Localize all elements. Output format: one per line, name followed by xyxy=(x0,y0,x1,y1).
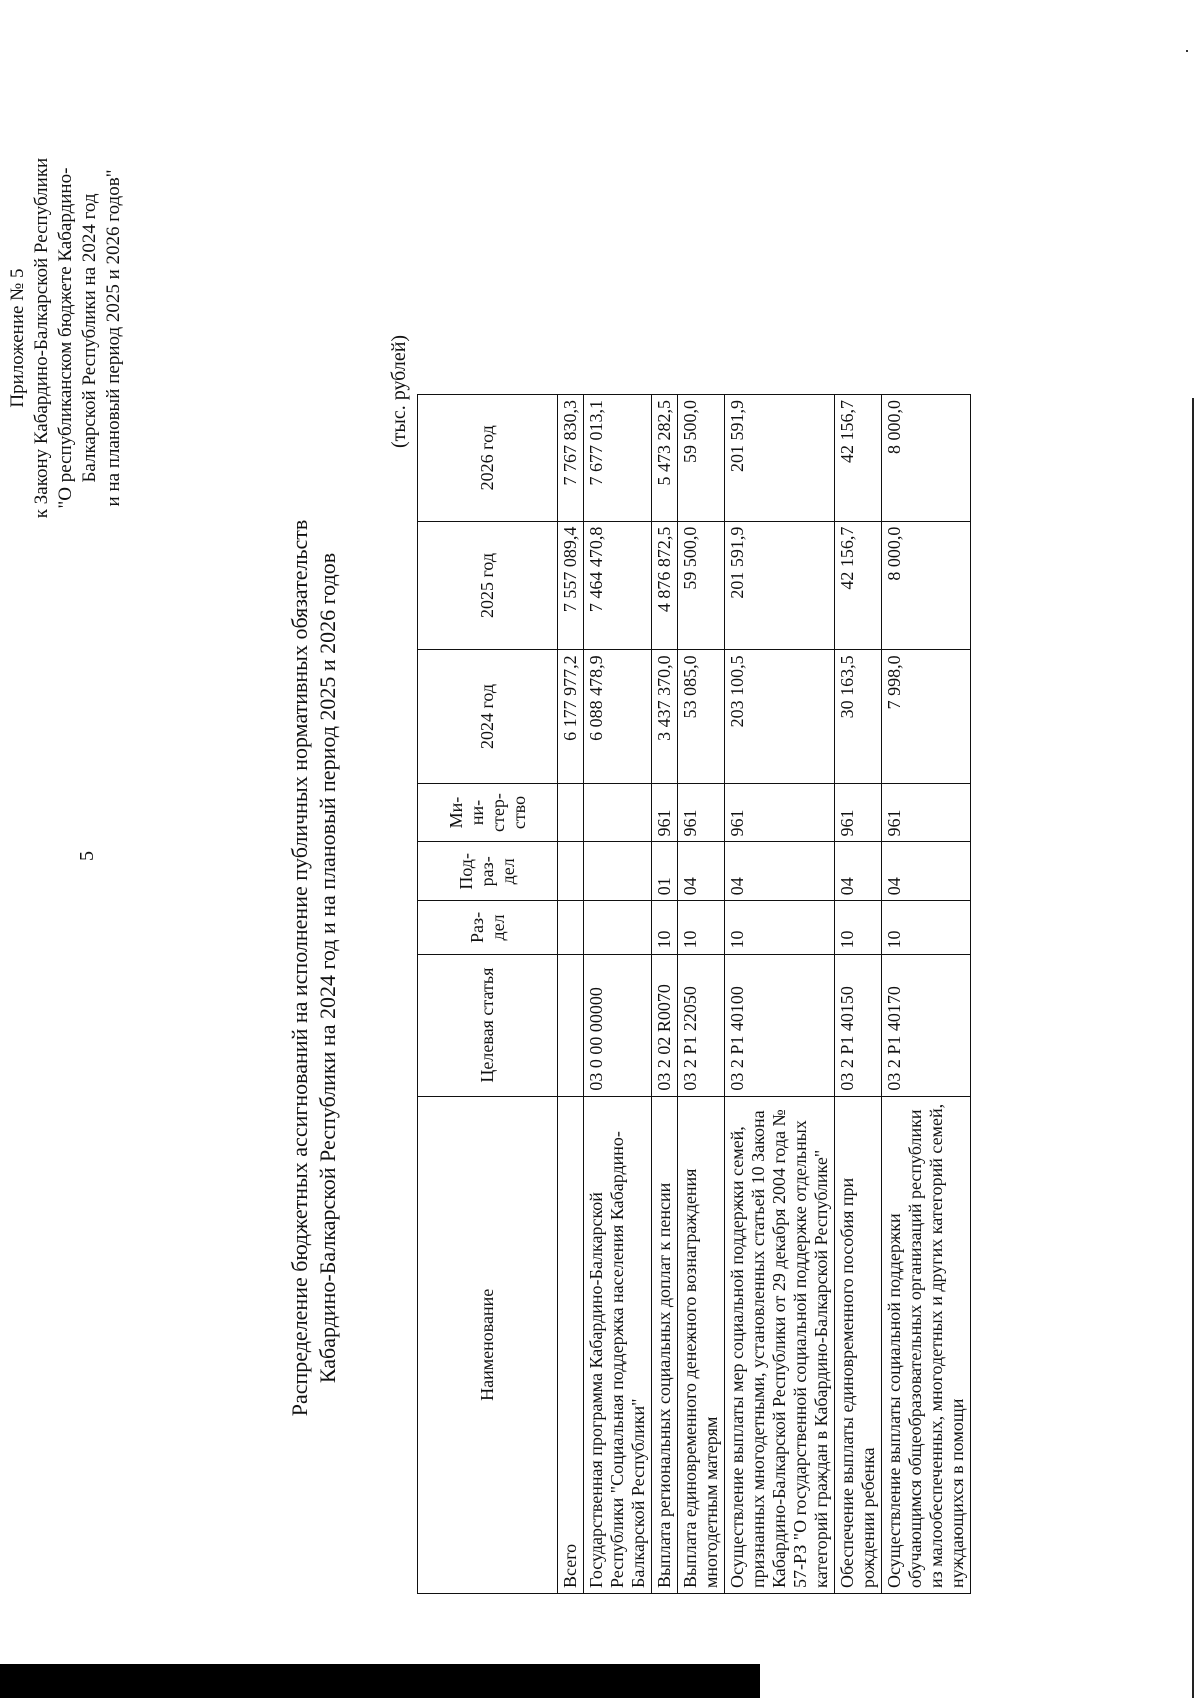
cell-2026: 59 500,0 xyxy=(678,395,725,522)
cell-target: 03 0 00 00000 xyxy=(584,954,652,1096)
cell-name: Всего xyxy=(558,1096,584,1593)
cell-2025: 4 876 872,5 xyxy=(652,521,678,650)
appendix-line: к Закону Кабардино-Балкарской Республики xyxy=(31,157,52,519)
cell-section: 10 xyxy=(652,901,678,954)
page-number: 5 xyxy=(76,851,98,861)
cell-2026: 8 000,0 xyxy=(882,395,971,522)
cell-2024: 6 088 478,9 xyxy=(584,650,652,783)
cell-name: Выплата единовременного денежного вознаграждения многодетным матерям xyxy=(678,1096,725,1593)
cell-name: Осуществление выплаты социальной поддержки обучающимся общеобразовательных организаций республики из малообеспеченных, многодетных и других категорий семей, нуждающихся в помощи xyxy=(882,1096,971,1593)
table-row xyxy=(835,395,882,1594)
cell-section: 10 xyxy=(678,901,725,954)
appendix-block xyxy=(6,58,126,618)
cell-2026: 7 767 830,3 xyxy=(558,395,584,522)
title-line-2: Кабардино-Балкарской Республики на 2024 год и на плановый период 2025 и 2026 годов xyxy=(315,552,340,1384)
header-name: Наименование xyxy=(418,1096,558,1593)
cell-name: Государственная программа Кабардино-Балкарской Республики "Социальная поддержка населения Кабардино-Балкарской Республики" xyxy=(584,1096,652,1593)
units-label: (тыс. рублей) xyxy=(388,334,410,448)
cell-2025: 7 464 470,8 xyxy=(584,521,652,650)
header-ministry: Ми- ни- стер- ство xyxy=(418,783,558,842)
cell-name: Выплата региональных социальных доплат к пенсии xyxy=(652,1096,678,1593)
table-row xyxy=(584,395,652,1594)
appendix-line: Приложение № 5 xyxy=(7,268,28,408)
cell-section: 10 xyxy=(725,901,835,954)
cell-ministry: 961 xyxy=(725,783,835,842)
cell-2024: 7 998,0 xyxy=(882,650,971,783)
header-2026: 2026 год xyxy=(418,395,558,522)
cell-subsection: 04 xyxy=(835,842,882,901)
cell-target: 03 2 02 R0070 xyxy=(652,954,678,1096)
cell-target: 03 2 P1 22050 xyxy=(678,954,725,1096)
cell-ministry xyxy=(584,783,652,842)
appendix-line: и на плановый период 2025 и 2026 годов" xyxy=(103,169,124,507)
cell-subsection xyxy=(558,842,584,901)
table-row xyxy=(725,395,835,1594)
cell-2026: 42 156,7 xyxy=(835,395,882,522)
cell-2026: 201 591,9 xyxy=(725,395,835,522)
cell-2025: 7 557 089,4 xyxy=(558,521,584,650)
cell-2026: 5 473 282,5 xyxy=(652,395,678,522)
cell-2024: 30 163,5 xyxy=(835,650,882,783)
cell-2025: 201 591,9 xyxy=(725,521,835,650)
cell-name: Обеспечение выплаты единовременного пособия при рождении ребенка xyxy=(835,1096,882,1593)
table-row xyxy=(558,395,584,1594)
appendix-line: "О республиканском бюджете Кабардино- xyxy=(55,167,76,509)
cell-ministry xyxy=(558,783,584,842)
cell-target: 03 2 P1 40150 xyxy=(835,954,882,1096)
scan-edge-shadow xyxy=(0,1664,760,1698)
cell-section: 10 xyxy=(835,901,882,954)
budget-table xyxy=(417,394,971,1594)
cell-target: 03 2 P1 40170 xyxy=(882,954,971,1096)
cell-subsection: 04 xyxy=(678,842,725,901)
cell-subsection xyxy=(584,842,652,901)
cell-2025: 59 500,0 xyxy=(678,521,725,650)
cell-2025: 8 000,0 xyxy=(882,521,971,650)
table-row xyxy=(678,395,725,1594)
cell-2024: 203 100,5 xyxy=(725,650,835,783)
cell-2024: 53 085,0 xyxy=(678,650,725,783)
cell-section: 10 xyxy=(882,901,971,954)
cell-2026: 7 677 013,1 xyxy=(584,395,652,522)
cell-ministry: 961 xyxy=(652,783,678,842)
scan-edge-line xyxy=(1192,398,1194,1698)
table-header-row xyxy=(418,395,558,1594)
cell-target: 03 2 P1 40100 xyxy=(725,954,835,1096)
cell-ministry: 961 xyxy=(882,783,971,842)
cell-subsection: 04 xyxy=(882,842,971,901)
cell-section xyxy=(584,901,652,954)
table-row xyxy=(882,395,971,1594)
cell-subsection: 04 xyxy=(725,842,835,901)
header-target: Целевая статья xyxy=(418,954,558,1096)
table-row xyxy=(652,395,678,1594)
header-2024: 2024 год xyxy=(418,650,558,783)
title-line-1: Распределение бюджетных ассигнований на исполнение публичных нормативных обязательств xyxy=(287,519,312,1417)
cell-subsection: 01 xyxy=(652,842,678,901)
header-section: Раз- дел xyxy=(418,901,558,954)
cell-section xyxy=(558,901,584,954)
document-title xyxy=(286,468,342,1468)
cell-2024: 6 177 977,2 xyxy=(558,650,584,783)
cell-name: Осуществление выплаты мер социальной поддержки семей, признанных многодетными, установленных статьей 10 Закона Кабардино-Балкарской Республики от 29 декабря 2004 года № 57-РЗ "О государственной социальной поддержке отдельных категорий граждан в Кабардино-Балкарской Республике" xyxy=(725,1096,835,1593)
header-2025: 2025 год xyxy=(418,521,558,650)
cell-2024: 3 437 370,0 xyxy=(652,650,678,783)
scan-speck xyxy=(1186,50,1188,52)
cell-target xyxy=(558,954,584,1096)
cell-ministry: 961 xyxy=(835,783,882,842)
cell-2025: 42 156,7 xyxy=(835,521,882,650)
header-subsection: Под- раз- дел xyxy=(418,842,558,901)
appendix-line: Балкарской Республики на 2024 год xyxy=(79,193,100,483)
cell-ministry: 961 xyxy=(678,783,725,842)
